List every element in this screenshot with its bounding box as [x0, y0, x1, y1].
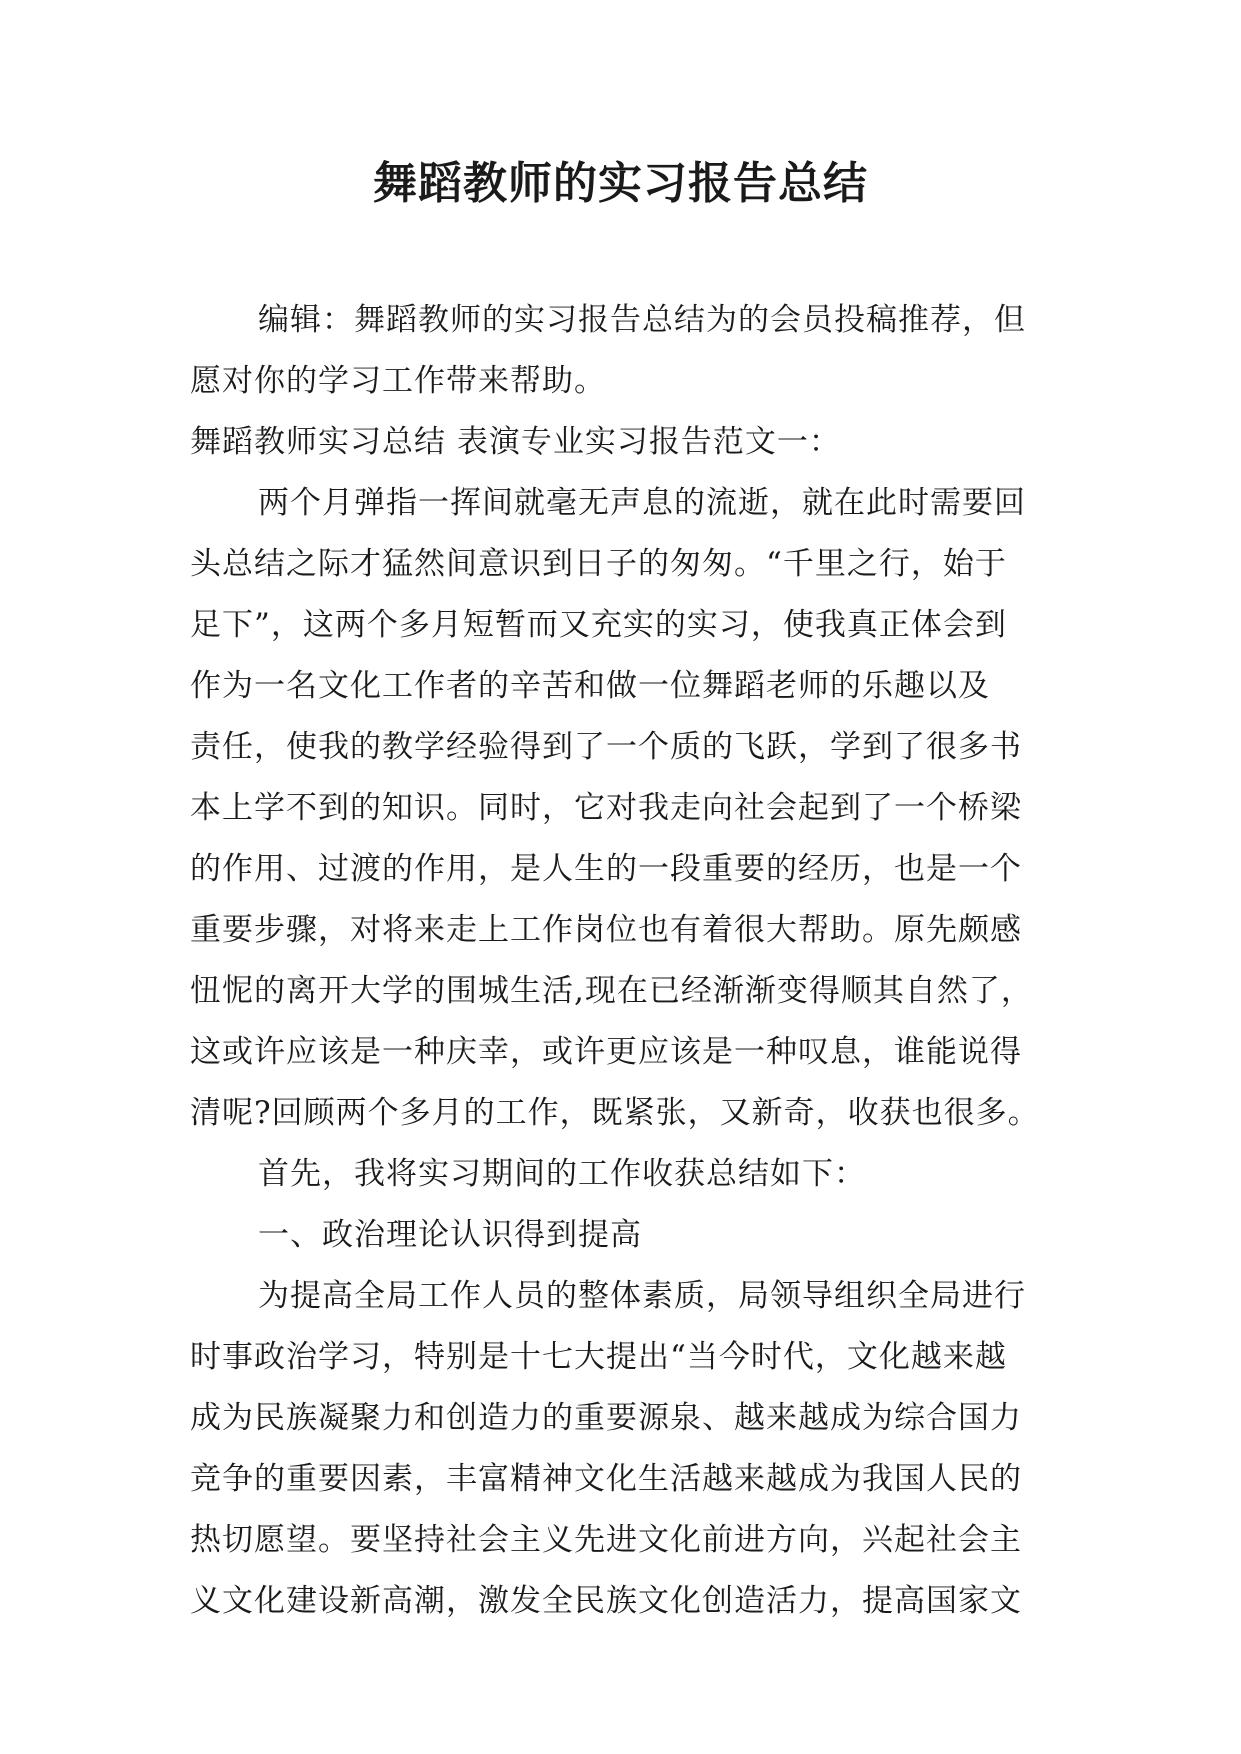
- text-line: 足下”，这两个多月短暂而又充实的实习，使我真正体会到: [190, 607, 1007, 643]
- text-line: 的作用、过渡的作用，是人生的一段重要的经历，也是一个: [190, 851, 1022, 887]
- text-line: 义文化建设新高潮，激发全民族文化创造活力，提高国家文: [190, 1583, 1022, 1619]
- text-line: 两个月弹指一挥间就毫无声息的流逝，就在此时需要回: [258, 485, 1026, 521]
- text-line: 忸怩的离开大学的围城生活,现在已经渐渐变得顺其自然了，: [190, 973, 1033, 1009]
- text-line: 这或许应该是一种庆幸，或许更应该是一种叹息，谁能说得: [190, 1034, 1022, 1070]
- document-title: 舞蹈教师的实习报告总结: [373, 158, 868, 209]
- document-body: [190, 290, 1090, 1632]
- text-line: 首先，我将实习期间的工作收获总结如下：: [258, 1156, 866, 1192]
- text-line: 为提高全局工作人员的整体素质，局领导组织全局进行: [258, 1278, 1026, 1314]
- text-line: 愿对你的学习工作带来帮助。: [190, 363, 606, 399]
- text-line: 本上学不到的知识。同时，它对我走向社会起到了一个桥梁: [190, 790, 1022, 826]
- text-line: 热切愿望。要坚持社会主义先进文化前进方向，兴起社会主: [190, 1522, 1022, 1558]
- text-line: 时事政治学习，特别是十七大提出“当今时代，文化越来越: [190, 1339, 1007, 1375]
- text-line: 编辑：舞蹈教师的实习报告总结为的会员投稿推荐，但: [258, 302, 1026, 338]
- text-line: 一、政治理论认识得到提高: [258, 1217, 642, 1253]
- text-line: 竞争的重要因素，丰富精神文化生活越来越成为我国人民的: [190, 1461, 1022, 1497]
- text-line: 重要步骤，对将来走上工作岗位也有着很大帮助。原先颇感: [190, 912, 1022, 948]
- text-line: 舞蹈教师实习总结 表演专业实习报告范文一：: [190, 424, 841, 460]
- text-line: 成为民族凝聚力和创造力的重要源泉、越来越成为综合国力: [190, 1400, 1022, 1436]
- text-line: 清呢?回顾两个多月的工作，既紧张，又新奇，收获也很多。: [190, 1095, 1040, 1131]
- text-line: 作为一名文化工作者的辛苦和做一位舞蹈老师的乐趣以及: [190, 668, 990, 704]
- text-line: 头总结之际才猛然间意识到日子的匆匆。“千里之行，始于: [190, 546, 1007, 582]
- text-line: 责任，使我的教学经验得到了一个质的飞跃，学到了很多书: [190, 729, 1022, 765]
